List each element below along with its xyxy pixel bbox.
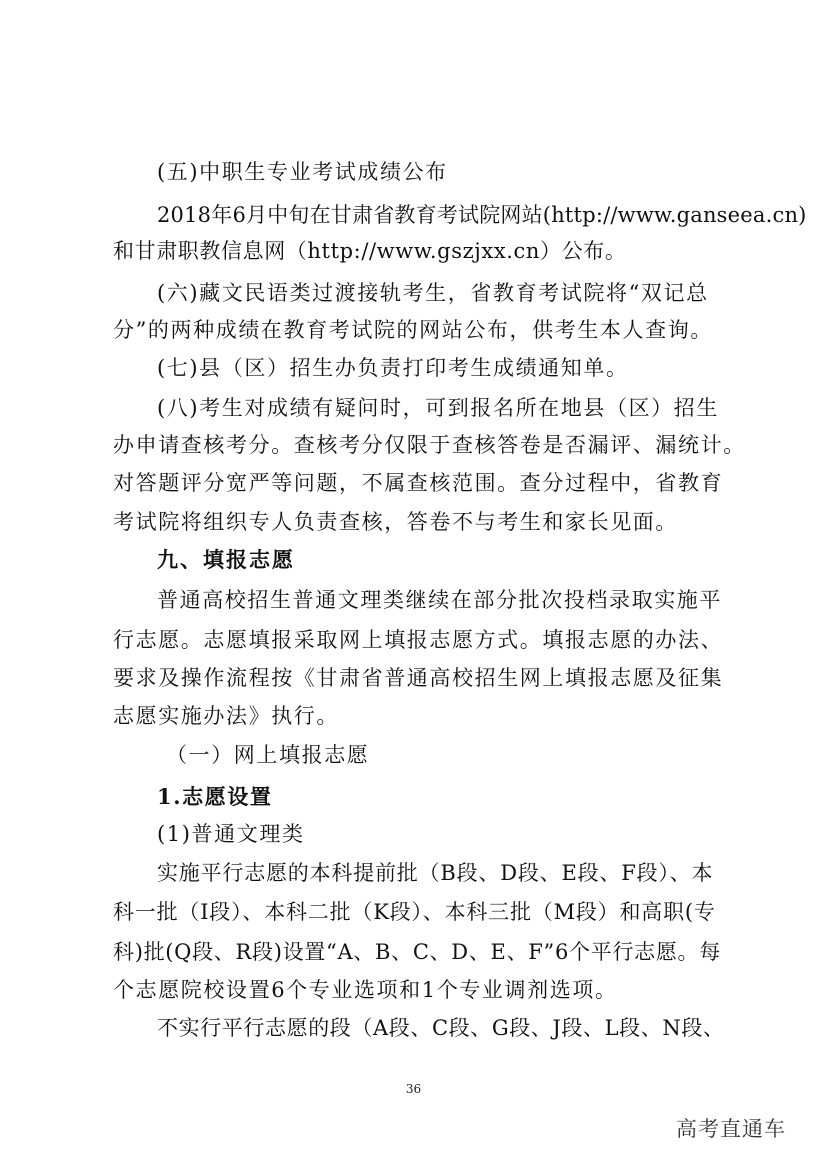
paragraph-line: 实施平行志愿的本科提前批（B段、D段、E段、F段）、本 — [157, 861, 714, 885]
paragraph-line: 普通高校招生普通文理类继续在部分批次投档录取实施平 — [157, 588, 722, 612]
paragraph-line: 科一批（I段）、本科二批（K段）、本科三批（M段）和高职(专 — [113, 900, 716, 924]
paragraph-line: 志愿实施办法》执行。 — [113, 704, 339, 728]
paragraph-line: 个志愿院校设置6个专业选项和1个专业调剂选项。 — [113, 978, 618, 1002]
subsection-heading-one: （一）网上填报志愿 — [166, 743, 370, 767]
subsection-heading-general: (1)普通文理类 — [157, 822, 305, 846]
paragraph-line: 科)批(Q段、R段)设置“A、B、C、D、E、F”6个平行志愿。每 — [113, 940, 721, 964]
section-heading-five: (五)中职生专业考试成绩公布 — [157, 160, 448, 184]
section-heading-nine: 九、填报志愿 — [157, 547, 295, 572]
section-heading-eight: (八)考生对成绩有疑问时，可到报名所在地县（区）招生 — [157, 396, 719, 420]
subsection-heading-setting: 1.志愿设置 — [157, 784, 273, 809]
paragraph-line: 要求及操作流程按《甘肃省普通高校招生网上填报志愿及征集 — [113, 666, 724, 690]
paragraph-line: 和甘肃职教信息网（http://www.gszjxx.cn）公布。 — [113, 239, 627, 263]
paragraph-line: 对答题评分宽严等问题，不属查核范围。查分过程中，省教育 — [113, 471, 724, 495]
paragraph-line: 分”的两种成绩在教育考试院的网站公布，供考生本人查询。 — [113, 318, 713, 342]
paragraph-line: 行志愿。志愿填报采取网上填报志愿方式。填报志愿的办法、 — [113, 628, 724, 652]
section-heading-seven: (七)县（区）招生办负责打印考生成绩通知单。 — [157, 356, 629, 380]
section-heading-six: (六)藏文民语类过渡接轨考生，省教育考试院将“双记总 — [157, 281, 709, 305]
paragraph-line: 2018年6月中旬在甘肃省教育考试院网站(http://www.ganseea.cn) — [157, 203, 807, 227]
paragraph-line: 办申请查核考分。查核考分仅限于查核答卷是否漏评、漏统计。 — [113, 433, 746, 457]
page-number: 36 — [405, 1082, 422, 1096]
paragraph-line: 考试院将组织专人负责查核，答卷不与考生和家长见面。 — [113, 510, 678, 534]
watermark: 高考直通车 — [676, 1117, 786, 1141]
paragraph-line: 不实行平行志愿的段（A段、C段、G段、J段、L段、N段、 — [157, 1016, 725, 1040]
